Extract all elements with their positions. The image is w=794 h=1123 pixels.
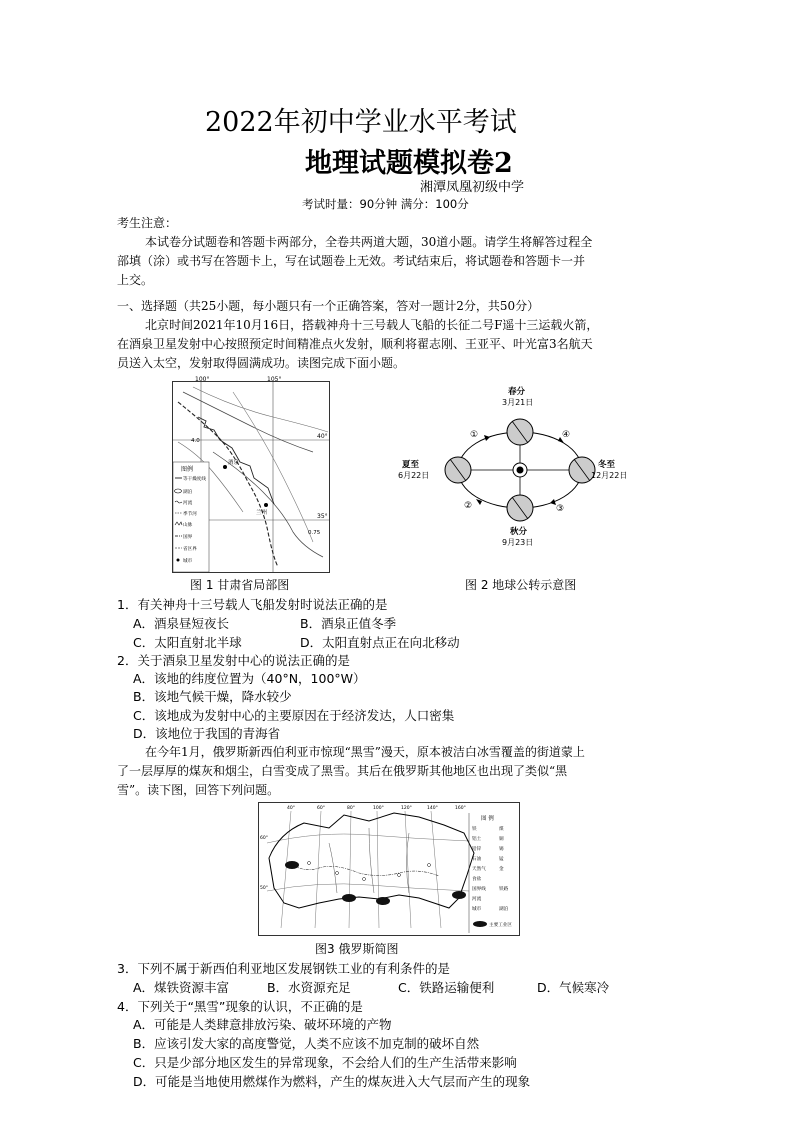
gansu-map bbox=[173, 376, 329, 572]
notice-line: 本试卷分试题卷和答题卡两部分，全卷共两道大题，30道小题。请学生将解答过程全 bbox=[145, 235, 593, 249]
intro-line: 北京时间2021年10月16日，搭载神舟十三号载人飞船的长征二号F遥十三运载火箭， bbox=[145, 318, 599, 332]
fig2-caption: 图 2 地球公转示意图 bbox=[465, 578, 577, 592]
svg-text:天然气: 天然气 bbox=[472, 867, 486, 872]
svg-text:山脉: 山脉 bbox=[183, 523, 193, 528]
svg-text:铁路: 铁路 bbox=[499, 887, 509, 892]
svg-text:锡: 锡 bbox=[499, 847, 504, 852]
svg-text:等干燥度线: 等干燥度线 bbox=[183, 477, 206, 482]
svg-text:铝土: 铝土 bbox=[472, 837, 482, 842]
q4-option-b[interactable]: B．应该引发大家的高度警觉，人类不应该不加克制的破坏自然 bbox=[133, 1036, 480, 1051]
gansu-map-figure bbox=[172, 376, 330, 573]
svg-text:季节河: 季节河 bbox=[183, 512, 197, 517]
svg-text:金: 金 bbox=[499, 867, 504, 872]
svg-text:国界线: 国界线 bbox=[472, 887, 486, 892]
exam-title: 2022年初中学业水平考试 bbox=[205, 107, 517, 138]
lon-label: 100° bbox=[195, 376, 210, 383]
isoline-label: 4.0 bbox=[191, 438, 200, 444]
intro-line: 员送入太空，发射取得圆满成功。读图完成下面小题。 bbox=[117, 356, 406, 370]
q3-option-b[interactable]: B．水资源充足 bbox=[267, 980, 351, 995]
city-label: 酒泉 bbox=[228, 460, 240, 466]
school-name: 湘潭凤凰初级中学 bbox=[419, 180, 524, 195]
q1-stem: 1．有关神舟十三号载人飞船发射时说法正确的是 bbox=[117, 597, 388, 612]
svg-text:湖泊: 湖泊 bbox=[183, 490, 193, 495]
season-label: 秋分 bbox=[510, 527, 528, 537]
position-number: ① bbox=[470, 430, 479, 440]
season-label: 春分 bbox=[508, 387, 526, 397]
isoline-label: 0.75 bbox=[308, 530, 321, 536]
q4-stem: 4．下列关于“黑雪”现象的认识，不正确的是 bbox=[117, 999, 363, 1014]
legend-title: 图例 bbox=[181, 466, 194, 473]
passage-line: 在今年1月，俄罗斯新西伯利亚市惊现“黑雪”漫天，原本被洁白冰雪覆盖的街道蒙上 bbox=[145, 745, 585, 759]
q3-option-c[interactable]: C．铁路运输便利 bbox=[398, 980, 495, 995]
svg-text:主要工业区: 主要工业区 bbox=[489, 923, 512, 928]
svg-text:河流: 河流 bbox=[472, 897, 482, 902]
lon-label: 120° bbox=[401, 806, 412, 811]
lon-label: 60° bbox=[317, 806, 325, 811]
lat-label: 60° bbox=[260, 836, 268, 841]
season-label: 冬至 bbox=[598, 460, 616, 470]
svg-text:铅锌: 铅锌 bbox=[472, 847, 482, 852]
q4-option-a[interactable]: A．可能是人类肆意排放污染、破坏环境的产物 bbox=[133, 1017, 392, 1032]
industrial-zone bbox=[342, 894, 356, 902]
lon-label: 140° bbox=[427, 806, 438, 811]
date-label: 12月22日 bbox=[591, 471, 628, 480]
industrial-zone bbox=[376, 897, 390, 905]
q3-stem: 3．下列不属于新西伯利亚地区发展钢铁工业的有利条件的是 bbox=[117, 961, 450, 976]
svg-text:省区界: 省区界 bbox=[183, 547, 197, 552]
passage-line: 了一层厚厚的煤灰和烟尘，白雪变成了黑雪。其后在俄罗斯其他地区也出现了类似“黑 bbox=[117, 764, 568, 778]
q3-option-d[interactable]: D．气候寒冷 bbox=[537, 980, 610, 995]
q2-option-b[interactable]: B．该地气候干燥，降水较少 bbox=[133, 689, 292, 704]
lat-label: 40° bbox=[317, 433, 328, 440]
q3-option-a[interactable]: A．煤铁资源丰富 bbox=[133, 980, 230, 995]
earth-revolution-diagram bbox=[398, 385, 628, 560]
earth-summer bbox=[445, 457, 471, 483]
svg-text:城市: 城市 bbox=[472, 907, 482, 912]
q1-option-c[interactable]: C．太阳直射北半球 bbox=[133, 635, 242, 650]
svg-text:河流: 河流 bbox=[183, 501, 193, 506]
fig3-caption: 图3 俄罗斯简图 bbox=[315, 942, 399, 956]
lat-label: 35° bbox=[317, 513, 328, 520]
legend bbox=[472, 825, 512, 928]
position-number: ② bbox=[464, 501, 473, 511]
q2-option-a[interactable]: A．该地的纬度位置为（40°N，100°W） bbox=[133, 671, 366, 686]
q2-option-c[interactable]: C．该地成为发射中心的主要原因在于经济发达，人口密集 bbox=[133, 708, 455, 723]
lon-label: 160° bbox=[455, 806, 466, 811]
fig1-caption: 图 1 甘肃省局部图 bbox=[190, 578, 290, 592]
notice-line: 上交。 bbox=[117, 273, 154, 287]
q1-option-a[interactable]: A．酒泉昼短夜长 bbox=[133, 616, 230, 631]
svg-text:湖泊: 湖泊 bbox=[499, 907, 509, 912]
season-label: 夏至 bbox=[402, 460, 420, 470]
q4-option-c[interactable]: C．只是少部分地区发生的异常现象，不会给人们的生产生活带来影响 bbox=[133, 1055, 517, 1070]
lon-label: 40° bbox=[287, 806, 295, 811]
q2-stem: 2．关于酒泉卫星发射中心的说法正确的是 bbox=[117, 653, 350, 668]
svg-text:煤: 煤 bbox=[499, 827, 504, 832]
industrial-zone bbox=[452, 891, 466, 899]
svg-text:105°: 105° bbox=[267, 376, 282, 383]
earth-spring bbox=[507, 419, 533, 445]
passage-line: 雪”。读下图，回答下列问题。 bbox=[117, 783, 280, 797]
date-label: 9月23日 bbox=[502, 538, 534, 547]
lat-label: 50° bbox=[260, 886, 268, 891]
intro-line: 在酒泉卫星发射中心按照预定时间精准点火发射，顺利将翟志刚、王亚平、叶光富3名航天 bbox=[117, 337, 593, 351]
section-heading: 一、选择题（共25小题，每小题只有一个正确答案，答对一题计2分，共50分） bbox=[117, 299, 540, 313]
svg-text:石油: 石油 bbox=[472, 857, 482, 862]
svg-text:食盐: 食盐 bbox=[472, 877, 482, 882]
earth-revolution-figure bbox=[398, 385, 628, 560]
position-number: ③ bbox=[556, 504, 565, 514]
svg-text:铁: 铁 bbox=[472, 827, 477, 832]
russia-map bbox=[259, 803, 519, 935]
exam-subtitle: 地理试题模拟卷2 bbox=[305, 148, 513, 179]
earth-autumn bbox=[507, 495, 533, 521]
date-label: 6月22日 bbox=[398, 471, 430, 480]
russia-map-figure bbox=[258, 802, 520, 936]
date-label: 3月21日 bbox=[502, 398, 534, 407]
city-label: 兰州 bbox=[256, 510, 268, 516]
notice-heading: 考生注意： bbox=[117, 216, 178, 230]
lon-label: 80° bbox=[347, 806, 355, 811]
industrial-zone bbox=[285, 861, 299, 869]
q2-option-d[interactable]: D．该地位于我国的青海省 bbox=[133, 726, 281, 741]
q4-option-d[interactable]: D．可能是当地使用燃煤作为燃料，产生的煤灰进入大气层而产生的现象 bbox=[133, 1074, 531, 1089]
legend-title: 图 例 bbox=[481, 816, 494, 822]
svg-text:城市: 城市 bbox=[183, 559, 193, 564]
exam-info: 考试时量：90分钟 满分：100分 bbox=[302, 197, 469, 211]
q1-option-d[interactable]: D．太阳直射点正在向北移动 bbox=[300, 635, 460, 650]
lon-label: 100° bbox=[373, 806, 384, 811]
svg-text:锰: 锰 bbox=[499, 857, 504, 862]
q1-option-b[interactable]: B．酒泉正值冬季 bbox=[300, 616, 397, 631]
svg-text:铜: 铜 bbox=[499, 837, 504, 842]
notice-line: 部填（涂）或书写在答题卡上，写在试题卷上无效。考试结束后，将试题卷和答题卡一并 bbox=[117, 254, 586, 268]
position-number: ④ bbox=[562, 430, 571, 440]
svg-text:国界: 国界 bbox=[183, 535, 193, 540]
